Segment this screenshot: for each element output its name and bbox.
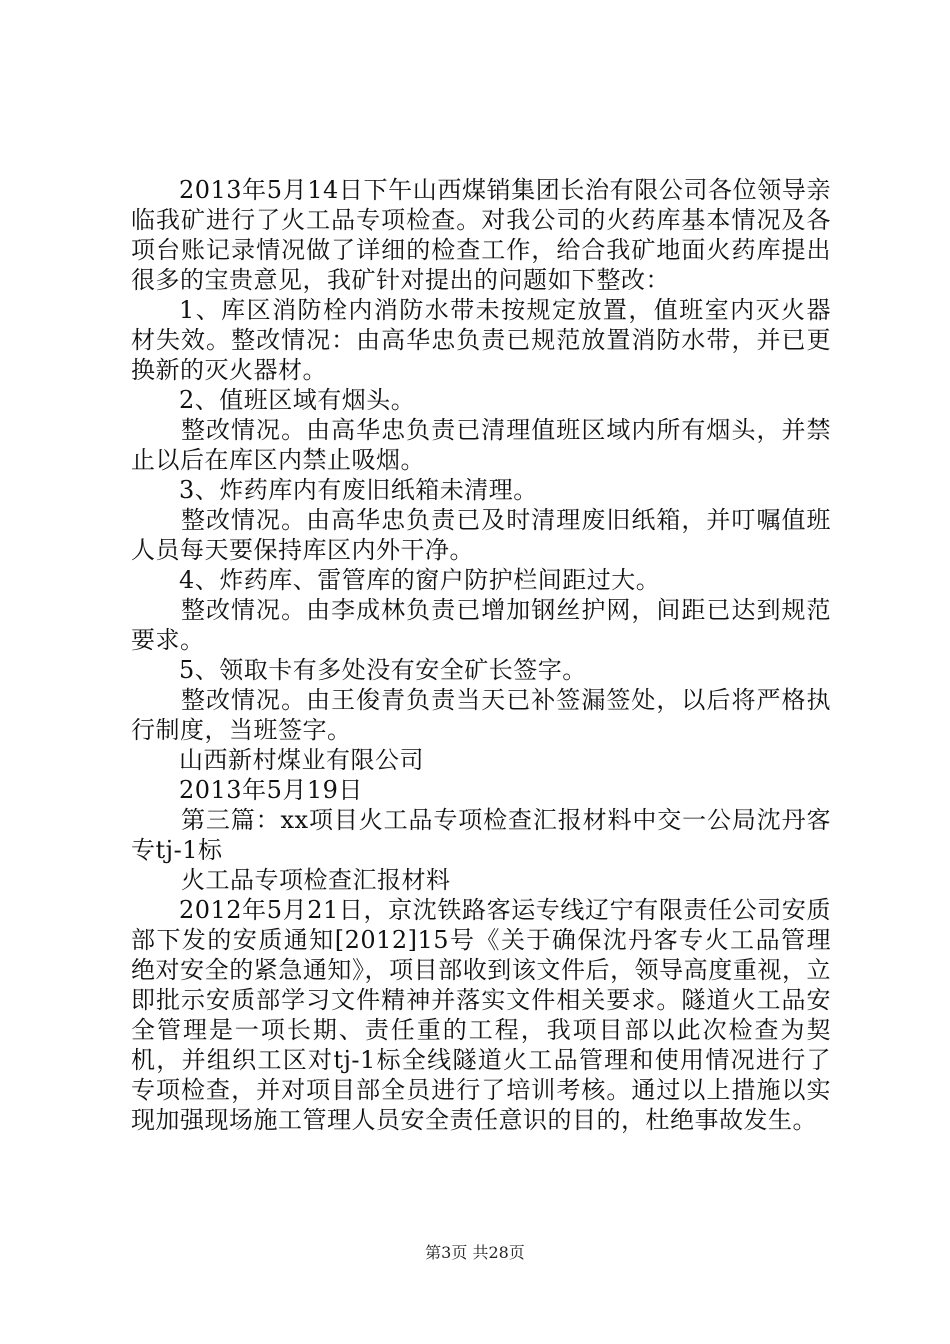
paragraph-issue-2: 2、值班区域有烟头。 xyxy=(179,386,416,414)
paragraph-fix-4: 整改情况。由李成林负责已增加钢丝护网，间距已达到规范要求。 xyxy=(131,596,831,654)
paragraph-fix-5: 整改情况。由王俊青负责当天已补签漏签处，以后将严格执行制度，当班签字。 xyxy=(131,686,831,744)
paragraph-report-body: 2012年5月21日，京沈铁路客运专线辽宁有限责任公司安质部下发的安质通知[2012]15号《关于确保沈丹客专火工品管理绝对安全的紧急通知》，项目部收到该文件后，领导高度重视，立即批示安质部学习文件精神并落实文件相关要求。隧道火工品安全管理是一项长期、责任重的工程，我项目部以此次检查为契机，并组织工区对tj-1标全线隧道火工品管理和使用情况进行了专项检查，并对项目部全员进行了培训考核。通过以上措施以实现加强现场施工管理人员安全责任意识的目的，杜绝事故发生。 xyxy=(131,896,831,1134)
paragraph-fix-3: 整改情况。由高华忠负责已及时清理废旧纸箱，并叮嘱值班人员每天要保持库区内外干净。 xyxy=(131,506,831,564)
paragraph-issue-1: 1、库区消防栓内消防水带未按规定放置，值班室内灭火器材失效。整改情况：由高华忠负责已规范放置消防水带，并已更换新的灭火器材。 xyxy=(131,296,831,384)
company-signature: 山西新村煤业有限公司 xyxy=(179,746,424,774)
signature-date: 2013年5月19日 xyxy=(179,776,363,804)
page-footer: 第3页 共28页 xyxy=(425,1243,525,1262)
report-title: 火工品专项检查汇报材料 xyxy=(181,866,451,894)
paragraph-issue-3: 3、炸药库内有废旧纸箱未清理。 xyxy=(179,476,538,504)
section-heading: 第三篇：xx项目火工品专项检查汇报材料中交一公局沈丹客专tj-1标 xyxy=(131,806,831,864)
document-body xyxy=(131,175,831,1135)
paragraph-intro: 2013年5月14日下午山西煤销集团长治有限公司各位领导亲临我矿进行了火工品专项检查。对我公司的火药库基本情况及各项台账记录情况做了详细的检查工作，给合我矿地面火药库提出很多的宝贵意见，我矿针对提出的问题如下整改： xyxy=(131,176,831,294)
paragraph-fix-2: 整改情况。由高华忠负责已清理值班区域内所有烟头，并禁止以后在库区内禁止吸烟。 xyxy=(131,416,831,474)
paragraph-issue-5: 5、领取卡有多处没有安全矿长签字。 xyxy=(179,656,587,684)
paragraph-issue-4: 4、炸药库、雷管库的窗户防护栏间距过大。 xyxy=(179,566,661,594)
